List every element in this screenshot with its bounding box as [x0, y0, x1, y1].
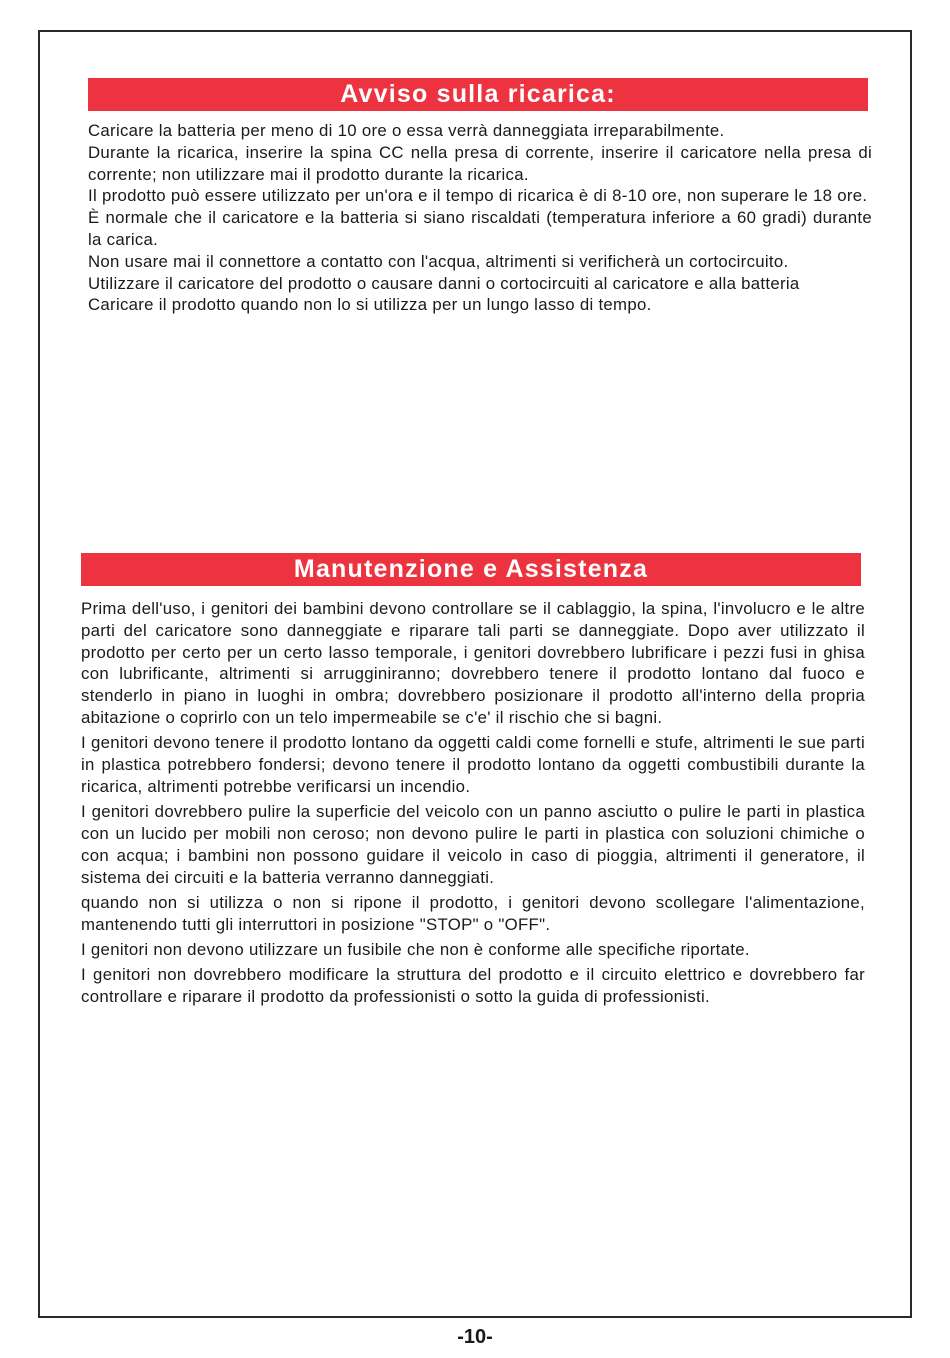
- charging-notice-paragraph: Durante la ricarica, inserire la spina CC nella presa di corrente, inserire il caricatore nella presa di corrente; non utilizzare mai il prodotto durante la ricarica.: [88, 142, 872, 184]
- maintenance-paragraph: Prima dell'uso, i genitori dei bambini devono controllare se il cablaggio, la spina, l'involucro e le altre parti del caricatore sono danneggiate e riparare tali parti se danneggiate. Dopo aver utilizzato il prodotto per certo per un certo lasso temporale, i genitori dovrebbero lubrificare i pezzi fusi in ghisa con lubrificante, altrimenti si arrugginiranno; dovrebbero tenere il prodotto lontano dal fuoco e stenderlo in piano in luoghi in ombra; dovrebbero posizionare il prodotto all'interno della propria abitazione o coprirlo con un telo impermeabile se c'e' il rischio che si bagni.: [81, 599, 865, 727]
- charging-notice-title: Avviso sulla ricarica:: [88, 78, 868, 111]
- maintenance-section: [81, 553, 866, 1011]
- charging-notice-paragraph: È normale che il caricatore e la batteria si siano riscaldati (temperatura inferiore a 60 gradi) durante la carica.: [88, 208, 872, 249]
- maintenance-paragraph: I genitori dovrebbero pulire la superficie del veicolo con un panno asciutto o pulire le parti in plastica con un lucido per mobili non ceroso; non devono pulire le parti in plastica con soluzioni chimiche o con acqua; i bambini non possono guidare il veicolo in caso di pioggia, altrimenti il generatore, il sistema dei circuiti e la batteria verranno danneggiati.: [81, 802, 865, 887]
- charging-notice-body: [88, 120, 872, 316]
- charging-notice-paragraph: Utilizzare il caricatore del prodotto o causare danni o cortocircuiti al caricatore e alla batteria: [88, 273, 800, 293]
- maintenance-paragraph: I genitori non devono utilizzare un fusibile che non è conforme alle specifiche riportate.: [81, 939, 750, 959]
- maintenance-body: [81, 598, 865, 1008]
- charging-notice-section: [88, 78, 872, 316]
- page-number: -10-: [457, 1326, 493, 1348]
- maintenance-paragraph: quando non si utilizza o non si ripone il prodotto, i genitori devono scollegare l'alimentazione, mantenendo tutti gli interruttori in posizione "STOP" o "OFF".: [81, 892, 865, 934]
- charging-notice-paragraph: Non usare mai il connettore a contatto con l'acqua, altrimenti si verificherà un cortocircuito.: [88, 251, 789, 271]
- charging-notice-paragraph: Caricare la batteria per meno di 10 ore o essa verrà danneggiata irreparabilmente.: [88, 121, 725, 140]
- maintenance-paragraph: I genitori non dovrebbero modificare la struttura del prodotto e il circuito elettrico e dovrebbero far controllare e riparare il prodotto da professionisti o sotto la guida di professionisti.: [81, 965, 865, 1007]
- charging-notice-paragraph: Caricare il prodotto quando non lo si utilizza per un lungo lasso di tempo.: [88, 295, 652, 315]
- maintenance-paragraph: I genitori devono tenere il prodotto lontano da oggetti caldi come fornelli e stufe, altrimenti le sue parti in plastica potrebbero fondersi; devono tenere il prodotto lontano da oggetti combustibili durante la ricarica, altrimenti potrebbe verificarsi un incendio.: [81, 733, 865, 796]
- charging-notice-paragraph: Il prodotto può essere utilizzato per un'ora e il tempo di ricarica è di 8-10 ore, non superare le 18 ore.: [88, 186, 868, 206]
- maintenance-title: Manutenzione e Assistenza: [81, 553, 861, 586]
